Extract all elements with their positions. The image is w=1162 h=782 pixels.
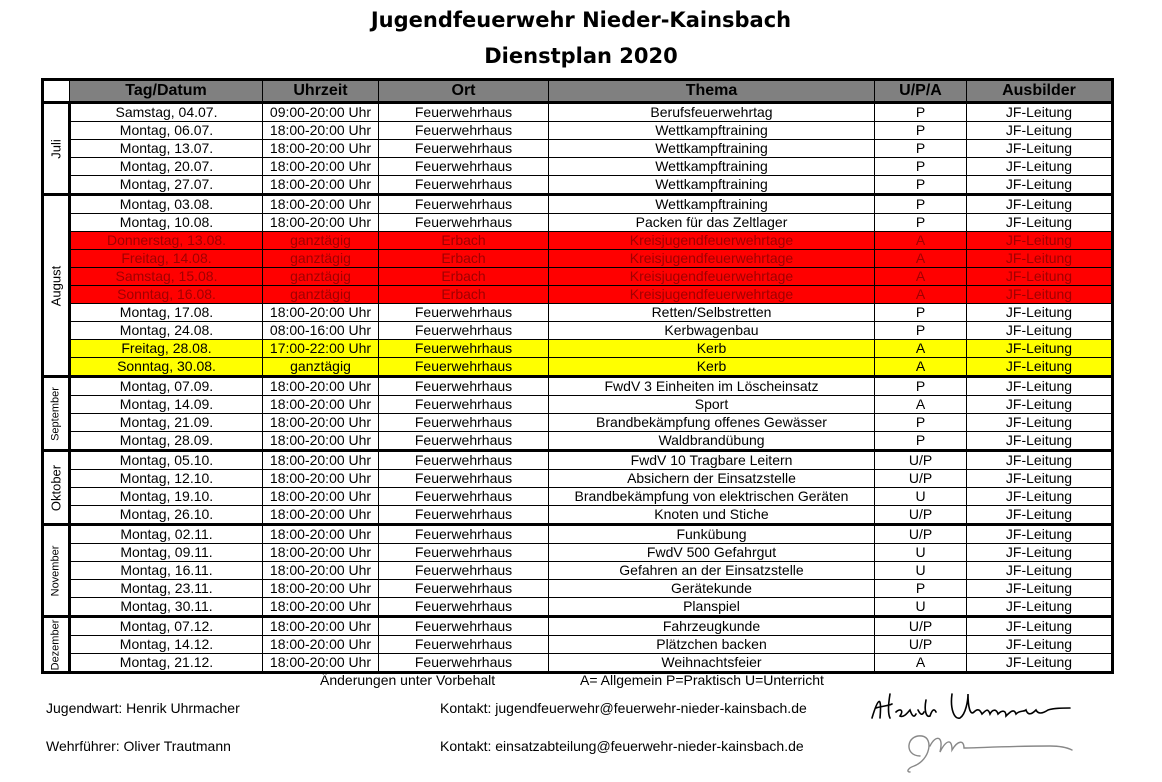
cell-time: 18:00-20:00 Uhr xyxy=(263,562,379,580)
cell-trainer: JF-Leitung xyxy=(967,470,1113,488)
table-row xyxy=(43,286,1113,304)
cell-time: 18:00-20:00 Uhr xyxy=(263,176,379,195)
cell-trainer: JF-Leitung xyxy=(967,286,1113,304)
cell-date: Montag, 16.11. xyxy=(70,562,263,580)
cell-time: ganztägig xyxy=(263,232,379,250)
header-upa: U/P/A xyxy=(875,80,967,103)
cell-date: Freitag, 28.08. xyxy=(70,340,263,358)
cell-time: 18:00-20:00 Uhr xyxy=(263,140,379,158)
cell-type: A xyxy=(875,358,967,377)
cell-date: Samstag, 04.07. xyxy=(70,103,263,122)
cell-date: Donnerstag, 13.08. xyxy=(70,232,263,250)
header-corner xyxy=(43,80,70,103)
cell-date: Montag, 07.09. xyxy=(70,377,263,396)
cell-time: 18:00-20:00 Uhr xyxy=(263,470,379,488)
cell-trainer: JF-Leitung xyxy=(967,580,1113,598)
cell-time: ganztägig xyxy=(263,358,379,377)
cell-type: P xyxy=(875,195,967,214)
cell-place: Feuerwehrhaus xyxy=(379,358,549,377)
table-row xyxy=(43,176,1113,195)
cell-place: Feuerwehrhaus xyxy=(379,654,549,673)
table-row xyxy=(43,506,1113,525)
table-header-row xyxy=(43,80,1113,103)
cell-trainer: JF-Leitung xyxy=(967,562,1113,580)
cell-trainer: JF-Leitung xyxy=(967,304,1113,322)
month-label-cell xyxy=(43,451,70,525)
cell-type: U/P xyxy=(875,451,967,470)
cell-type: P xyxy=(875,432,967,451)
jugendwart-label: Jugendwart: Henrik Uhrmacher xyxy=(46,700,240,716)
cell-type: P xyxy=(875,304,967,322)
type-legend: A= Allgemein P=Praktisch U=Unterricht xyxy=(580,672,824,688)
cell-trainer: JF-Leitung xyxy=(967,396,1113,414)
cell-trainer: JF-Leitung xyxy=(967,322,1113,340)
cell-place: Feuerwehrhaus xyxy=(379,140,549,158)
contact-jugendfeuerwehr: Kontakt: jugendfeuerwehr@feuerwehr-nieder-kainsbach.de xyxy=(440,700,807,716)
cell-trainer: JF-Leitung xyxy=(967,250,1113,268)
cell-type: A xyxy=(875,654,967,673)
cell-date: Montag, 28.09. xyxy=(70,432,263,451)
cell-place: Erbach xyxy=(379,250,549,268)
table-row xyxy=(43,232,1113,250)
cell-type: P xyxy=(875,214,967,232)
table-row xyxy=(43,377,1113,396)
cell-date: Montag, 07.12. xyxy=(70,617,263,636)
cell-type: P xyxy=(875,580,967,598)
month-label-cell xyxy=(43,617,70,673)
cell-time: 18:00-20:00 Uhr xyxy=(263,122,379,140)
cell-place: Feuerwehrhaus xyxy=(379,377,549,396)
cell-time: 18:00-20:00 Uhr xyxy=(263,636,379,654)
wehrfuehrer-label: Wehrführer: Oliver Trautmann xyxy=(46,738,231,754)
cell-type: U xyxy=(875,562,967,580)
cell-type: A xyxy=(875,396,967,414)
cell-date: Montag, 30.11. xyxy=(70,598,263,617)
cell-place: Feuerwehrhaus xyxy=(379,195,549,214)
cell-date: Samstag, 15.08. xyxy=(70,268,263,286)
cell-topic: Kreisjugendfeuerwehrtage xyxy=(549,232,875,250)
cell-place: Feuerwehrhaus xyxy=(379,506,549,525)
cell-place: Feuerwehrhaus xyxy=(379,451,549,470)
cell-place: Erbach xyxy=(379,268,549,286)
cell-trainer: JF-Leitung xyxy=(967,617,1113,636)
cell-topic: Waldbrandübung xyxy=(549,432,875,451)
cell-date: Montag, 06.07. xyxy=(70,122,263,140)
cell-type: U/P xyxy=(875,617,967,636)
cell-place: Erbach xyxy=(379,286,549,304)
cell-trainer: JF-Leitung xyxy=(967,122,1113,140)
cell-date: Montag, 13.07. xyxy=(70,140,263,158)
cell-time: 08:00-16:00 Uhr xyxy=(263,322,379,340)
cell-topic: Kerb xyxy=(549,340,875,358)
cell-trainer: JF-Leitung xyxy=(967,232,1113,250)
header-tag-datum: Tag/Datum xyxy=(70,80,263,103)
cell-date: Montag, 26.10. xyxy=(70,506,263,525)
cell-topic: Wettkampftraining xyxy=(549,176,875,195)
cell-trainer: JF-Leitung xyxy=(967,488,1113,506)
month-label-cell xyxy=(43,103,70,195)
cell-place: Erbach xyxy=(379,232,549,250)
cell-type: P xyxy=(875,322,967,340)
table-row xyxy=(43,488,1113,506)
cell-topic: Weihnachtsfeier xyxy=(549,654,875,673)
cell-type: A xyxy=(875,232,967,250)
cell-type: A xyxy=(875,268,967,286)
cell-topic: FwdV 3 Einheiten im Löscheinsatz xyxy=(549,377,875,396)
cell-trainer: JF-Leitung xyxy=(967,451,1113,470)
cell-date: Montag, 03.08. xyxy=(70,195,263,214)
cell-time: 18:00-20:00 Uhr xyxy=(263,195,379,214)
cell-trainer: JF-Leitung xyxy=(967,377,1113,396)
cell-trainer: JF-Leitung xyxy=(967,358,1113,377)
cell-place: Feuerwehrhaus xyxy=(379,617,549,636)
cell-date: Montag, 02.11. xyxy=(70,525,263,544)
cell-trainer: JF-Leitung xyxy=(967,598,1113,617)
table-row xyxy=(43,340,1113,358)
cell-date: Montag, 20.07. xyxy=(70,158,263,176)
cell-type: P xyxy=(875,176,967,195)
cell-trainer: JF-Leitung xyxy=(967,158,1113,176)
cell-date: Montag, 19.10. xyxy=(70,488,263,506)
cell-trainer: JF-Leitung xyxy=(967,195,1113,214)
cell-place: Feuerwehrhaus xyxy=(379,340,549,358)
cell-place: Feuerwehrhaus xyxy=(379,562,549,580)
cell-time: 18:00-20:00 Uhr xyxy=(263,414,379,432)
document-title: Jugendfeuerwehr Nieder-Kainsbach xyxy=(370,8,792,32)
cell-type: P xyxy=(875,158,967,176)
cell-time: 18:00-20:00 Uhr xyxy=(263,158,379,176)
cell-time: 17:00-22:00 Uhr xyxy=(263,340,379,358)
cell-date: Montag, 24.08. xyxy=(70,322,263,340)
cell-topic: Kerbwagenbau xyxy=(549,322,875,340)
cell-topic: Brandbekämpfung von elektrischen Geräten xyxy=(549,488,875,506)
table-row xyxy=(43,414,1113,432)
table-row xyxy=(43,195,1113,214)
header-thema: Thema xyxy=(549,80,875,103)
cell-date: Montag, 05.10. xyxy=(70,451,263,470)
cell-topic: Wettkampftraining xyxy=(549,122,875,140)
cell-time: 18:00-20:00 Uhr xyxy=(263,304,379,322)
cell-time: 18:00-20:00 Uhr xyxy=(263,432,379,451)
cell-time: 18:00-20:00 Uhr xyxy=(263,506,379,525)
cell-place: Feuerwehrhaus xyxy=(379,214,549,232)
document-subtitle: Dienstplan 2020 xyxy=(484,44,678,68)
cell-date: Montag, 21.09. xyxy=(70,414,263,432)
cell-trainer: JF-Leitung xyxy=(967,103,1113,122)
cell-date: Montag, 21.12. xyxy=(70,654,263,673)
table-row xyxy=(43,158,1113,176)
header-uhrzeit: Uhrzeit xyxy=(263,80,379,103)
cell-date: Sonntag, 30.08. xyxy=(70,358,263,377)
cell-time: 18:00-20:00 Uhr xyxy=(263,377,379,396)
table-row xyxy=(43,451,1113,470)
cell-time: 09:00-20:00 Uhr xyxy=(263,103,379,122)
cell-place: Feuerwehrhaus xyxy=(379,304,549,322)
cell-place: Feuerwehrhaus xyxy=(379,322,549,340)
table-row xyxy=(43,304,1113,322)
table-row xyxy=(43,562,1113,580)
cell-topic: Berufsfeuerwehrtag xyxy=(549,103,875,122)
contact-einsatzabteilung: Kontakt: einsatzabteilung@feuerwehr-nieder-kainsbach.de xyxy=(440,738,804,754)
table-row xyxy=(43,250,1113,268)
table-row xyxy=(43,654,1113,673)
cell-time: 18:00-20:00 Uhr xyxy=(263,396,379,414)
cell-date: Montag, 09.11. xyxy=(70,544,263,562)
cell-type: P xyxy=(875,414,967,432)
cell-topic: Kerb xyxy=(549,358,875,377)
table-row xyxy=(43,322,1113,340)
cell-topic: Gefahren an der Einsatzstelle xyxy=(549,562,875,580)
cell-time: 18:00-20:00 Uhr xyxy=(263,580,379,598)
cell-trainer: JF-Leitung xyxy=(967,525,1113,544)
table-row xyxy=(43,617,1113,636)
cell-type: A xyxy=(875,340,967,358)
cell-trainer: JF-Leitung xyxy=(967,214,1113,232)
cell-topic: Wettkampftraining xyxy=(549,158,875,176)
table-row xyxy=(43,598,1113,617)
cell-place: Feuerwehrhaus xyxy=(379,488,549,506)
cell-time: 18:00-20:00 Uhr xyxy=(263,451,379,470)
cell-topic: Absichern der Einsatzstelle xyxy=(549,470,875,488)
header-ort: Ort xyxy=(379,80,549,103)
cell-topic: Retten/Selbstretten xyxy=(549,304,875,322)
cell-time: 18:00-20:00 Uhr xyxy=(263,488,379,506)
cell-trainer: JF-Leitung xyxy=(967,414,1113,432)
cell-place: Feuerwehrhaus xyxy=(379,636,549,654)
cell-place: Feuerwehrhaus xyxy=(379,598,549,617)
cell-type: U/P xyxy=(875,470,967,488)
cell-place: Feuerwehrhaus xyxy=(379,580,549,598)
month-label: November xyxy=(49,545,62,596)
signature-henrik xyxy=(868,688,1078,728)
cell-trainer: JF-Leitung xyxy=(967,506,1113,525)
table-row xyxy=(43,396,1113,414)
table-row xyxy=(43,122,1113,140)
changes-note: Änderungen unter Vorbehalt xyxy=(320,672,496,688)
cell-topic: Brandbekämpfung offenes Gewässer xyxy=(549,414,875,432)
table-row xyxy=(43,470,1113,488)
signature-oliver xyxy=(900,726,1080,774)
cell-date: Montag, 27.07. xyxy=(70,176,263,195)
cell-topic: Kreisjugendfeuerwehrtage xyxy=(549,250,875,268)
cell-topic: Kreisjugendfeuerwehrtage xyxy=(549,286,875,304)
cell-place: Feuerwehrhaus xyxy=(379,103,549,122)
cell-place: Feuerwehrhaus xyxy=(379,432,549,451)
cell-place: Feuerwehrhaus xyxy=(379,122,549,140)
month-label-cell xyxy=(43,525,70,617)
cell-topic: Planspiel xyxy=(549,598,875,617)
cell-date: Montag, 14.09. xyxy=(70,396,263,414)
table-row xyxy=(43,544,1113,562)
cell-type: U xyxy=(875,488,967,506)
cell-date: Montag, 12.10. xyxy=(70,470,263,488)
table-row xyxy=(43,268,1113,286)
cell-type: P xyxy=(875,122,967,140)
cell-topic: Wettkampftraining xyxy=(549,195,875,214)
cell-type: U xyxy=(875,544,967,562)
cell-date: Sonntag, 16.08. xyxy=(70,286,263,304)
cell-place: Feuerwehrhaus xyxy=(379,414,549,432)
cell-type: U/P xyxy=(875,636,967,654)
cell-time: ganztägig xyxy=(263,250,379,268)
cell-time: 18:00-20:00 Uhr xyxy=(263,617,379,636)
cell-trainer: JF-Leitung xyxy=(967,636,1113,654)
table-row xyxy=(43,103,1113,122)
cell-place: Feuerwehrhaus xyxy=(379,158,549,176)
cell-time: 18:00-20:00 Uhr xyxy=(263,598,379,617)
cell-place: Feuerwehrhaus xyxy=(379,470,549,488)
cell-time: 18:00-20:00 Uhr xyxy=(263,654,379,673)
cell-type: U/P xyxy=(875,506,967,525)
cell-type: A xyxy=(875,250,967,268)
cell-topic: Gerätekunde xyxy=(549,580,875,598)
cell-type: P xyxy=(875,103,967,122)
month-label: Oktober xyxy=(48,464,64,511)
cell-topic: Sport xyxy=(549,396,875,414)
cell-topic: Fahrzeugkunde xyxy=(549,617,875,636)
cell-trainer: JF-Leitung xyxy=(967,654,1113,673)
cell-place: Feuerwehrhaus xyxy=(379,176,549,195)
cell-trainer: JF-Leitung xyxy=(967,544,1113,562)
cell-time: 18:00-20:00 Uhr xyxy=(263,214,379,232)
cell-trainer: JF-Leitung xyxy=(967,432,1113,451)
table-row xyxy=(43,358,1113,377)
cell-trainer: JF-Leitung xyxy=(967,340,1113,358)
cell-time: ganztägig xyxy=(263,286,379,304)
cell-type: P xyxy=(875,140,967,158)
month-label: Dezember xyxy=(49,619,62,670)
cell-trainer: JF-Leitung xyxy=(967,140,1113,158)
cell-place: Feuerwehrhaus xyxy=(379,544,549,562)
month-label: August xyxy=(48,265,64,306)
cell-topic: Kreisjugendfeuerwehrtage xyxy=(549,268,875,286)
cell-date: Montag, 14.12. xyxy=(70,636,263,654)
cell-time: ganztägig xyxy=(263,268,379,286)
table-row xyxy=(43,580,1113,598)
table-row xyxy=(43,432,1113,451)
month-label: September xyxy=(49,386,62,441)
cell-topic: Packen für das Zeltlager xyxy=(549,214,875,232)
cell-topic: FwdV 10 Tragbare Leitern xyxy=(549,451,875,470)
cell-topic: Plätzchen backen xyxy=(549,636,875,654)
table-row xyxy=(43,214,1113,232)
cell-time: 18:00-20:00 Uhr xyxy=(263,544,379,562)
month-label-cell xyxy=(43,377,70,451)
cell-type: U xyxy=(875,598,967,617)
cell-place: Feuerwehrhaus xyxy=(379,525,549,544)
cell-topic: FwdV 500 Gefahrgut xyxy=(549,544,875,562)
cell-type: A xyxy=(875,286,967,304)
table-row xyxy=(43,636,1113,654)
cell-trainer: JF-Leitung xyxy=(967,176,1113,195)
cell-topic: Knoten und Stiche xyxy=(549,506,875,525)
cell-type: U/P xyxy=(875,525,967,544)
schedule-body xyxy=(43,103,1113,673)
cell-date: Montag, 17.08. xyxy=(70,304,263,322)
schedule-table xyxy=(41,78,1114,674)
cell-topic: Wettkampftraining xyxy=(549,140,875,158)
cell-place: Feuerwehrhaus xyxy=(379,396,549,414)
month-label: Juli xyxy=(48,138,64,159)
cell-topic: Funkübung xyxy=(549,525,875,544)
cell-trainer: JF-Leitung xyxy=(967,268,1113,286)
table-row xyxy=(43,525,1113,544)
cell-time: 18:00-20:00 Uhr xyxy=(263,525,379,544)
cell-date: Montag, 10.08. xyxy=(70,214,263,232)
cell-date: Montag, 23.11. xyxy=(70,580,263,598)
month-label-cell xyxy=(43,195,70,377)
header-ausbilder: Ausbilder xyxy=(967,80,1113,103)
cell-type: P xyxy=(875,377,967,396)
table-row xyxy=(43,140,1113,158)
cell-date: Freitag, 14.08. xyxy=(70,250,263,268)
